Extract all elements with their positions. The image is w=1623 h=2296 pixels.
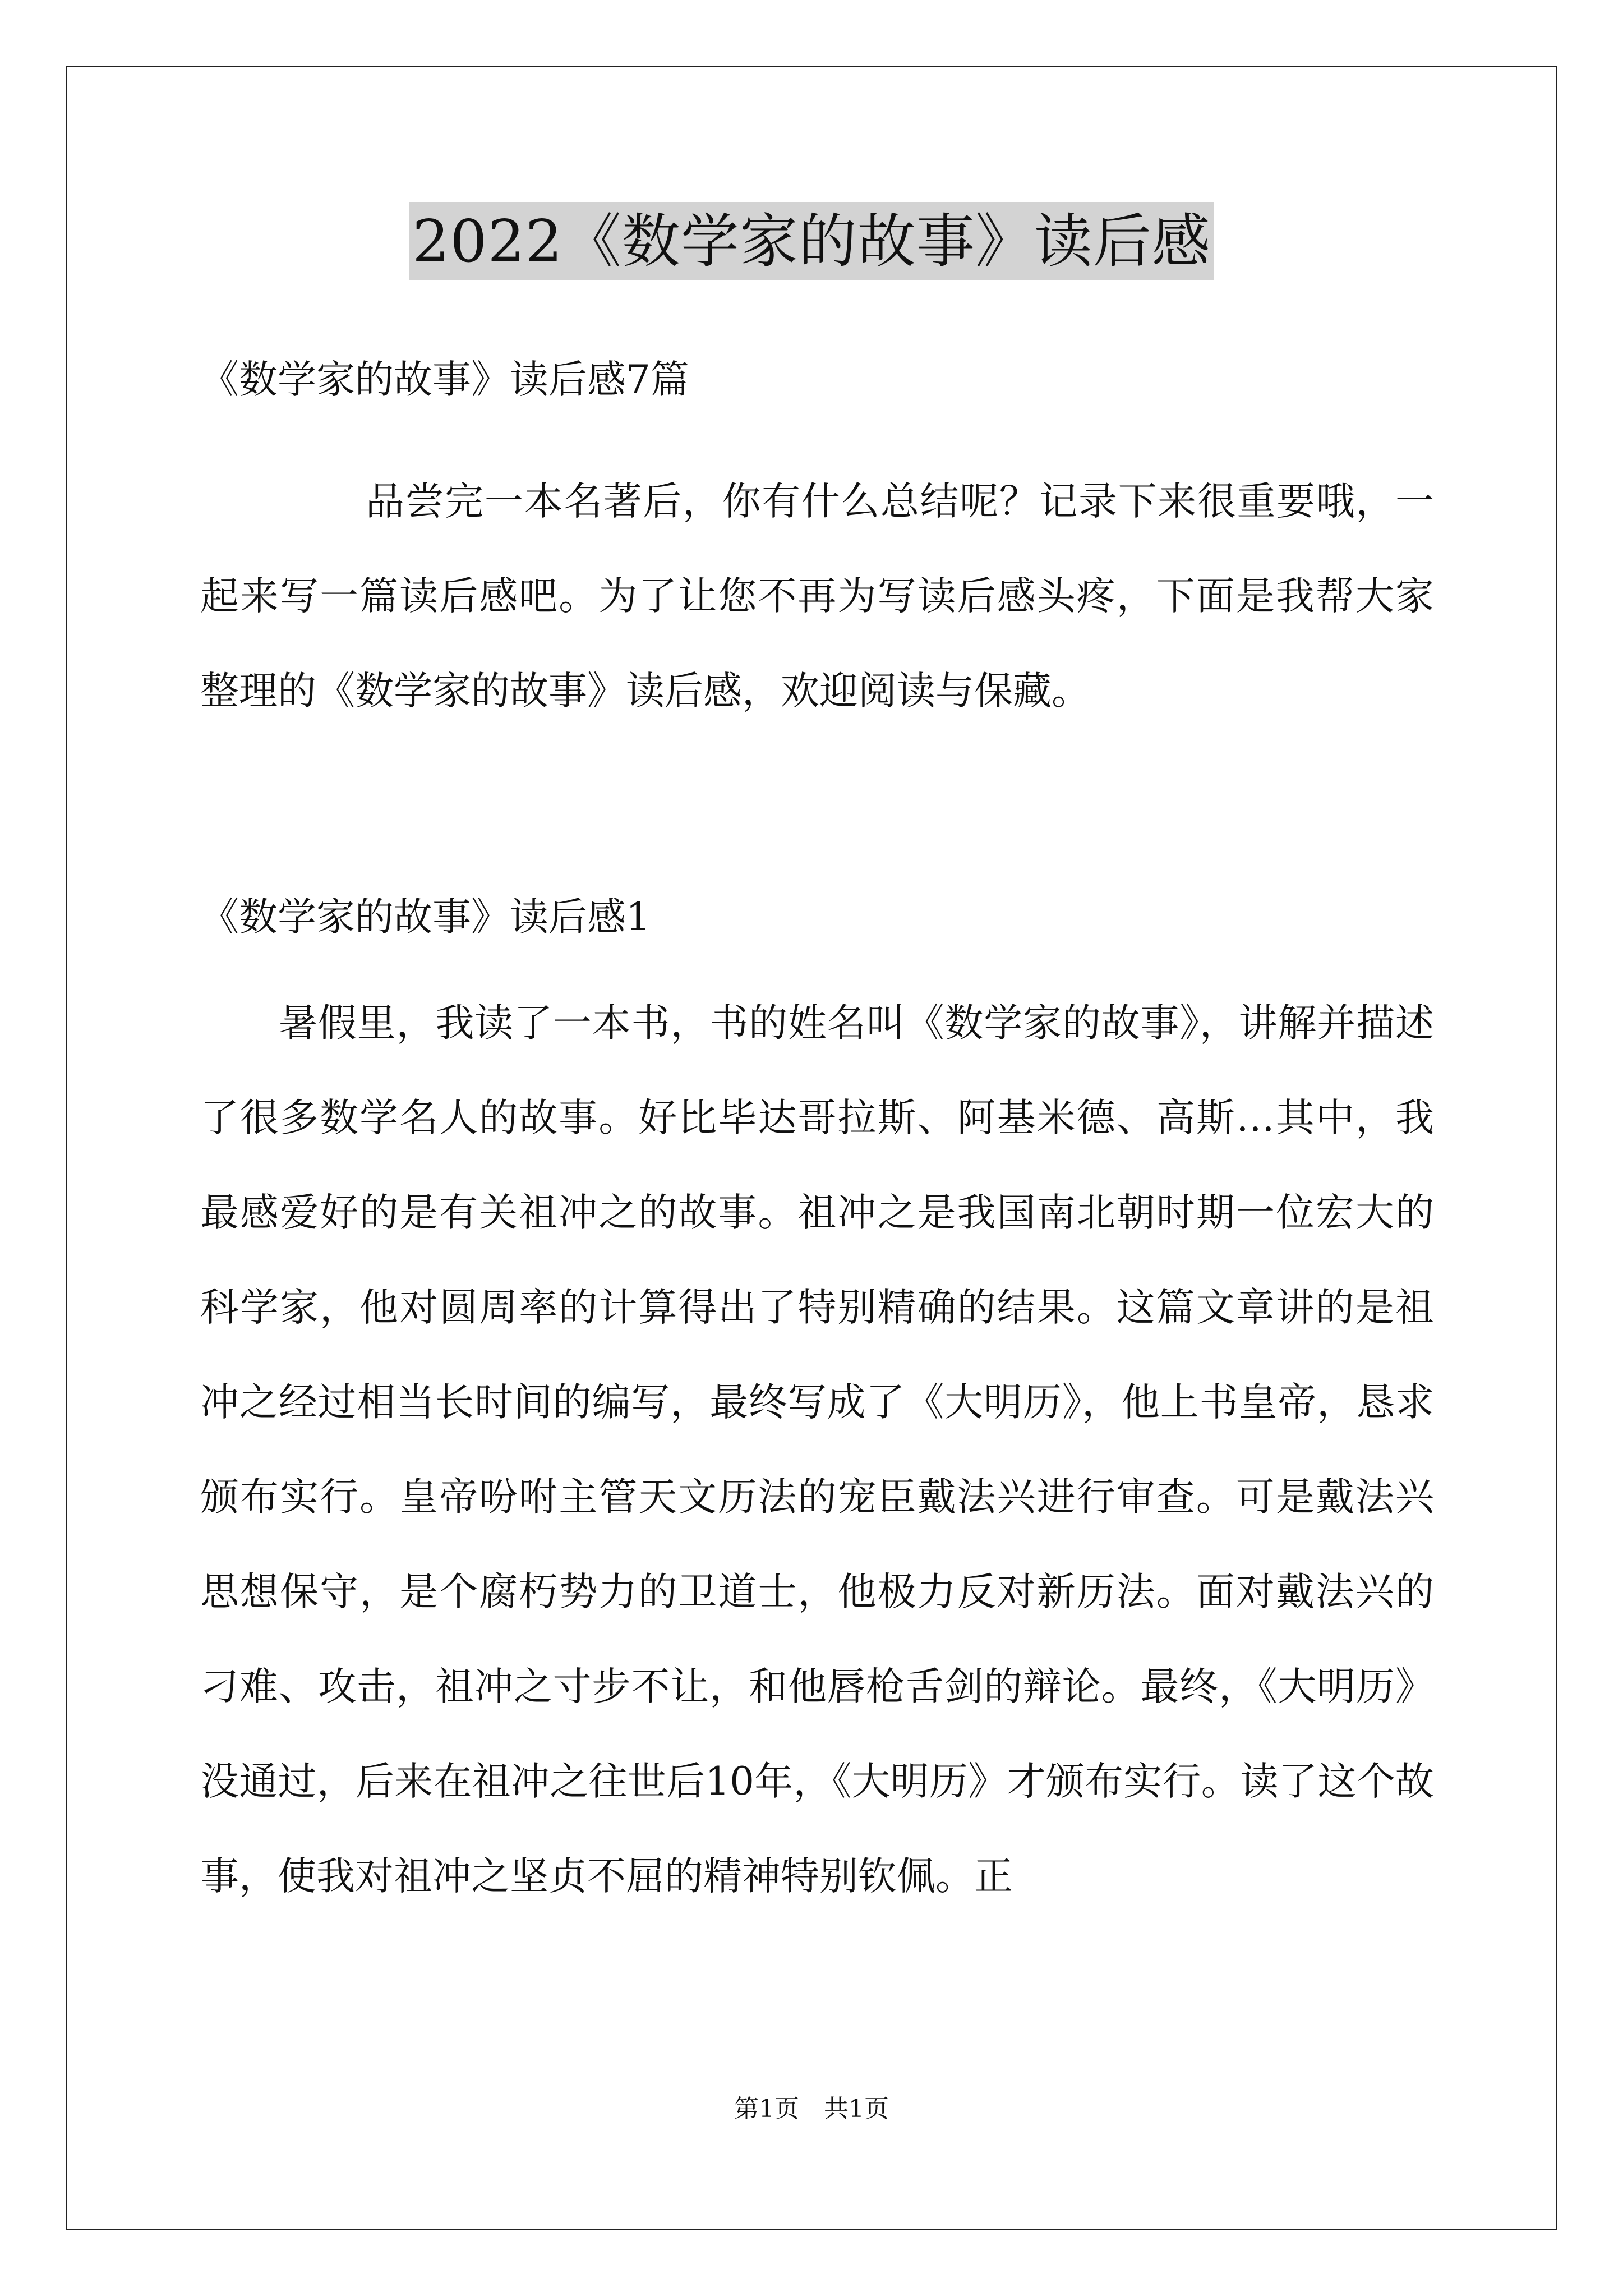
section-heading: 《数学家的故事》读后感1 [200,895,651,940]
intro-paragraph: 品尝完一本名著后，你有什么总结呢？记录下来很重要哦，一起来写一篇读后感吧。为了让您不再为写读后感头疼，下面是我帮大家整理的《数学家的故事》读后感，欢迎阅读与保藏。 [200,479,1434,714]
title-container [0,202,1623,280]
page-footer: 第1页 共1页 [734,2095,889,2123]
document-title: 2022《数学家的故事》读后感 [409,202,1214,280]
document-subtitle: 《数学家的故事》读后感7篇 [200,357,689,402]
body-paragraph: 暑假里，我读了一本书，书的姓名叫《数学家的故事》，讲解并描述了很多数学名人的故事。好比毕达哥拉斯、阿基米德、高斯…其中，我最感爱好的是有关祖冲之的故事。祖冲之是我国南北朝时期一位宏大的科学家，他对圆周率的计算得出了特别精确的结果。这篇文章讲的是祖冲之经过相当长时间的编写，最终写成了《大明历》，他上书皇帝，恳求颁布实行。皇帝吩咐主管天文历法的宠臣戴法兴进行审查。可是戴法兴思想保守，是个腐朽势力的卫道士，他极力反对新历法。面对戴法兴的刁难、攻击，祖冲之寸步不让，和他唇枪舌剑的辩论。最终，《大明历》没通过，后来在祖冲之往世后10年，《大明历》才颁布实行。读了这个故事，使我对祖冲之坚贞不屈的精神特别钦佩。正 [200,1001,1434,1899]
